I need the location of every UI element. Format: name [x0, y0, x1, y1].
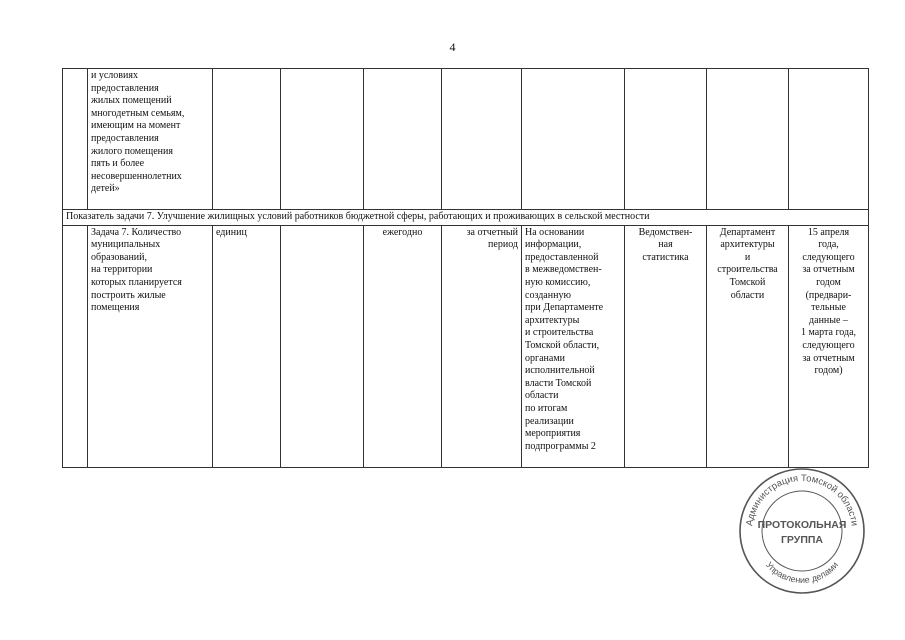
table-row-continuation [63, 69, 869, 210]
cell-responsible [707, 69, 789, 210]
stamp-inner-line1: ПРОТОКОЛЬНАЯ [757, 519, 847, 531]
cell-basis: На основании информации, предоставленной в межведомствен- ную комиссию, созданную при Департаменте архитектуры и строительства Томской области, органами исполнительной власти Томской области по итогам реализации мероприятия подпрограммы 2 [522, 225, 625, 467]
cell-method: Ведомствен- ная статистика [625, 225, 707, 467]
cell-periodicity: ежегодно [364, 225, 442, 467]
cell-basis [522, 69, 625, 210]
cell-indicator: и условиях предоставления жилых помещений многодетным семьям, имеющим на момент предоставления жилого помещения пять и более несовершеннолетних детей» [88, 69, 213, 210]
cell-number [63, 225, 88, 467]
cell-unit [213, 69, 281, 210]
stamp-inner-ring [762, 491, 842, 571]
cell-responsible: Департамент архитектуры и строительства Томской области [707, 225, 789, 467]
table-row-task7 [63, 225, 869, 467]
stamp-bottom-text: Управление делами [763, 559, 841, 586]
stamp-inner-line2: ГРУППА [780, 534, 824, 546]
stamp-outer-text: Администрация Томской области [744, 472, 860, 527]
protocol-group-stamp [736, 465, 868, 597]
page-number: 4 [449, 40, 456, 54]
stamp-outer-ring [740, 469, 864, 593]
cell-indicator: Задача 7. Количество муниципальных образований, на территории которых планируется построить жилые помещения [88, 225, 213, 467]
cell-deadline [789, 69, 869, 210]
cell-formula [281, 69, 364, 210]
cell-number [63, 69, 88, 210]
cell-deadline: 15 апреля года, следующего за отчетным годом (предвари- тельные данные – 1 марта года, следующего за отчетным годом) [789, 225, 869, 467]
cell-unit: единиц [213, 225, 281, 467]
cell-periodicity [364, 69, 442, 210]
table-row-section [63, 210, 869, 226]
cell-method [625, 69, 707, 210]
cell-time-type: за отчетный период [442, 225, 522, 467]
section-header: Показатель задачи 7. Улучшение жилищных условий работников бюджетной сферы, работающих и проживающих в сельской местности [63, 210, 869, 226]
cell-time-type [442, 69, 522, 210]
cell-formula [281, 225, 364, 467]
indicator-table [62, 68, 869, 468]
